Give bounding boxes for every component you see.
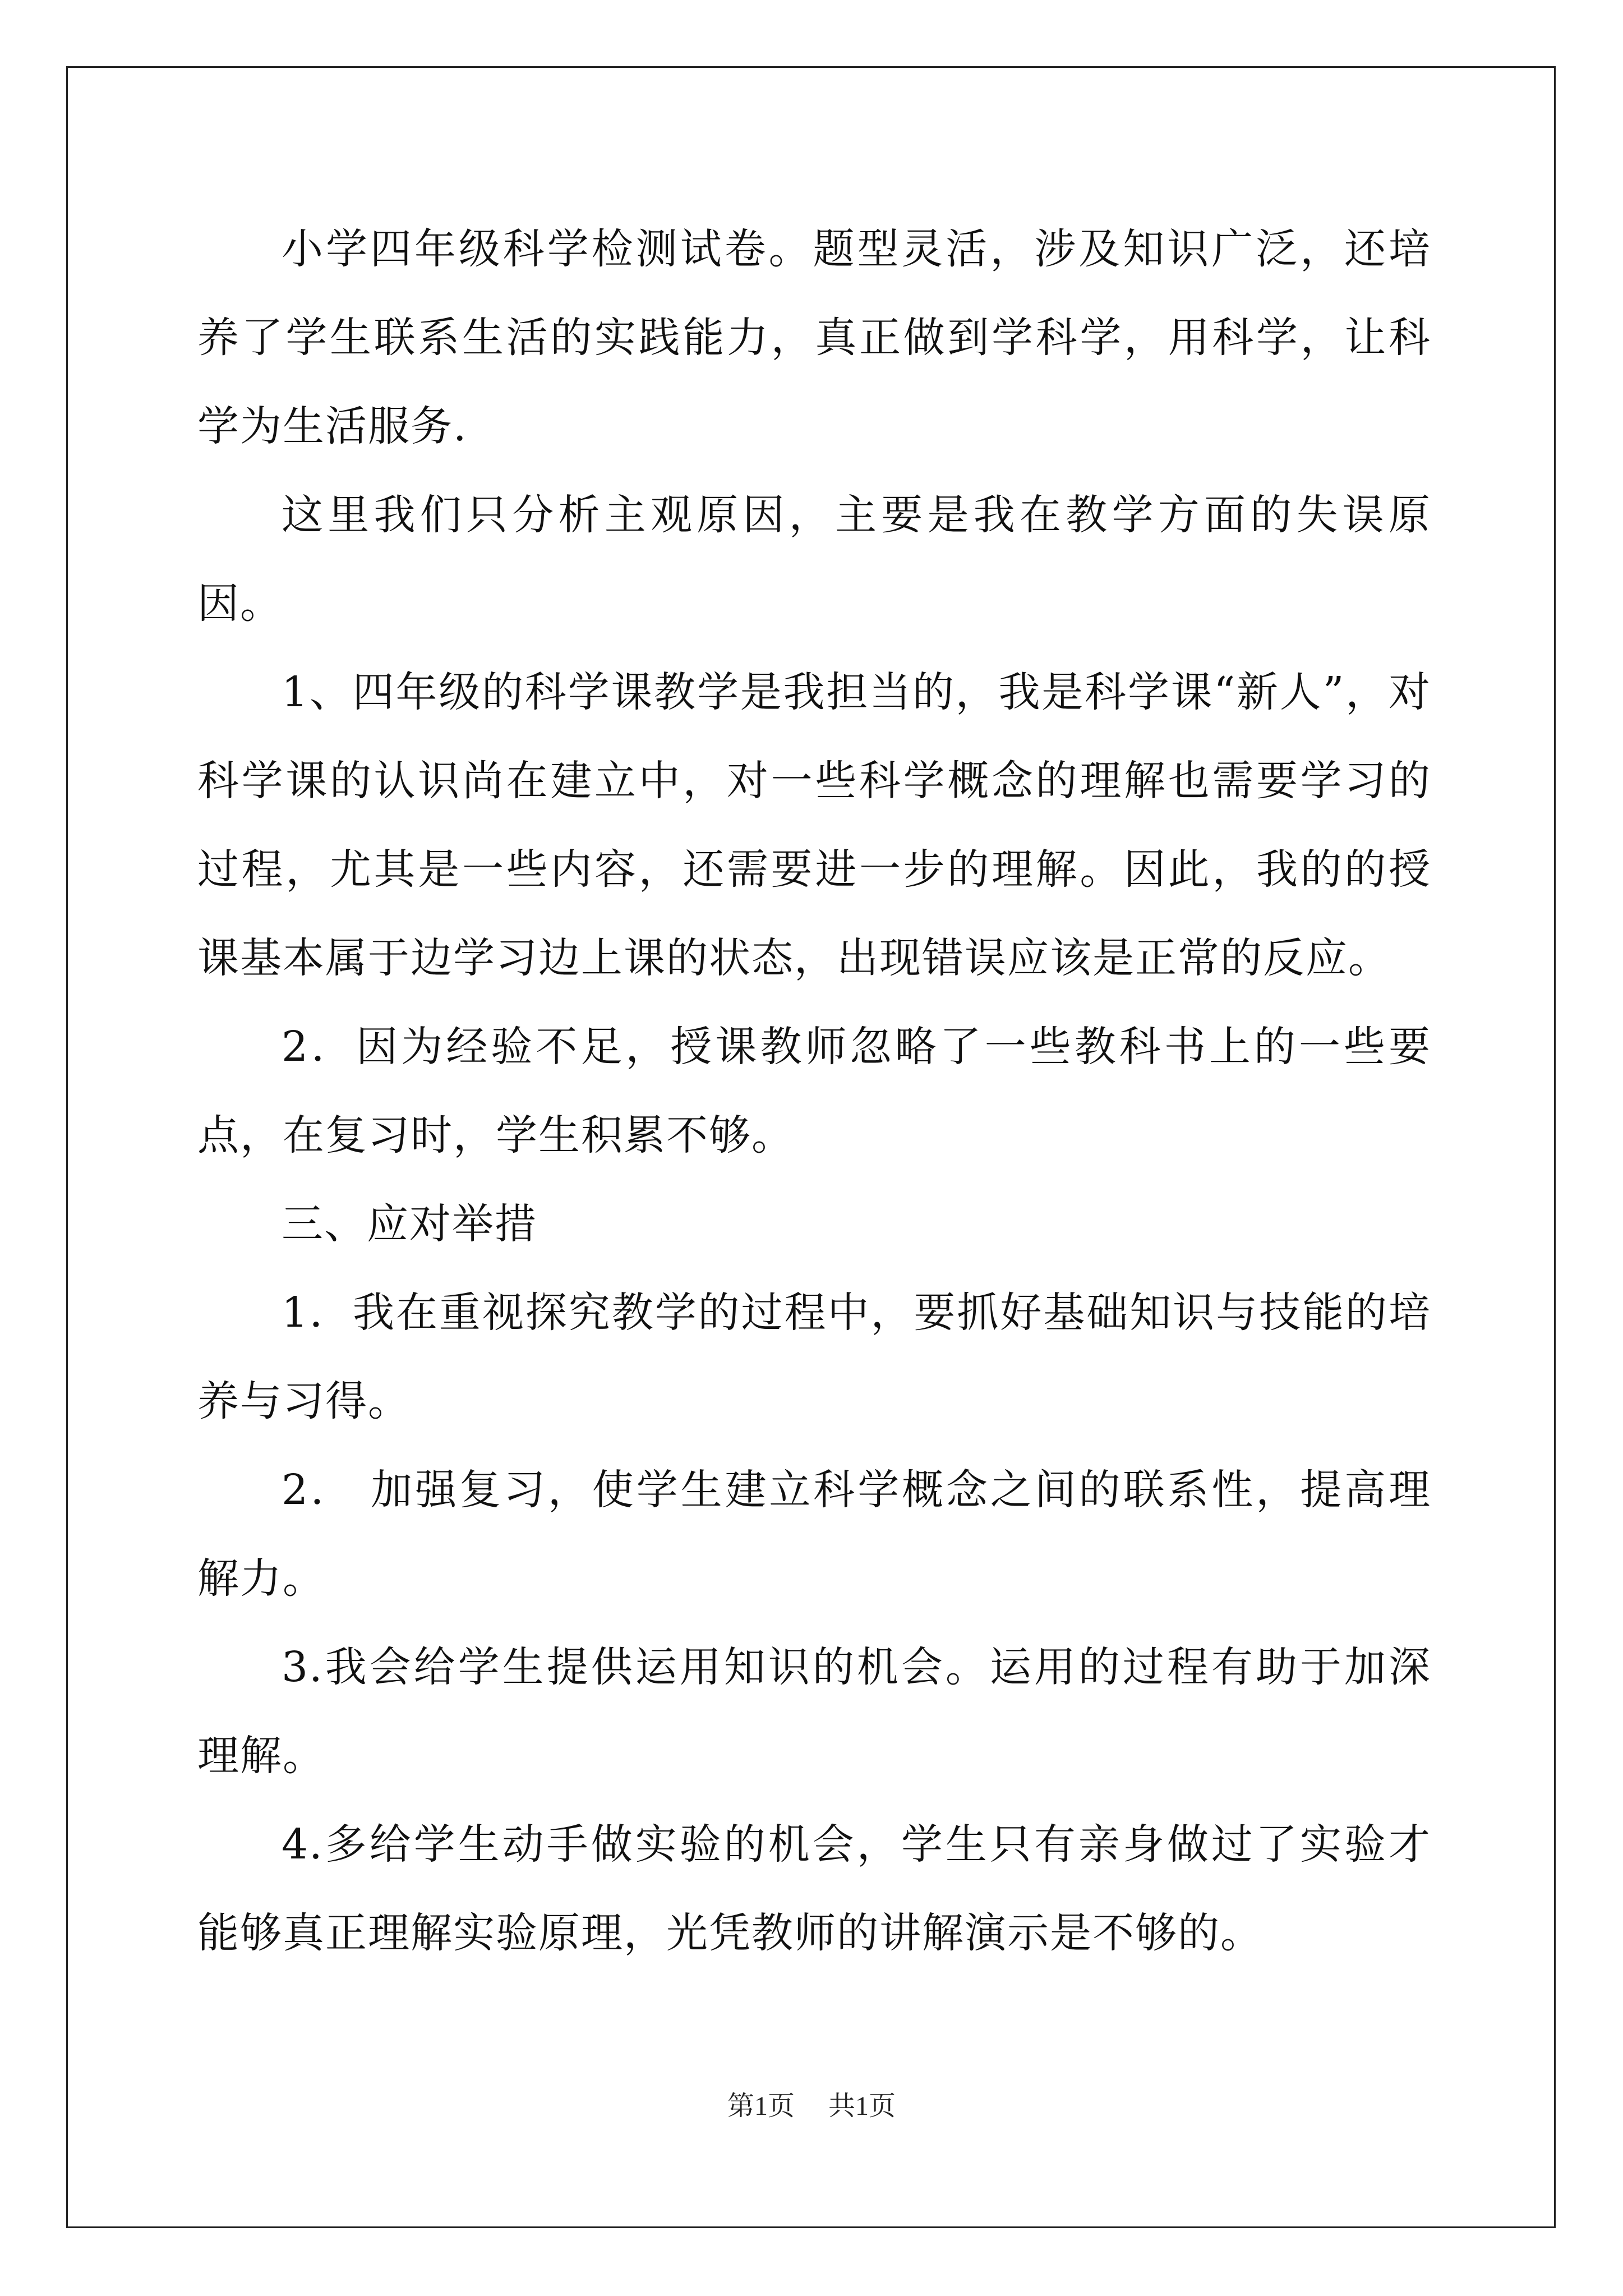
page-number-total: 共1页 (828, 2091, 896, 2121)
paragraph-analysis: 这里我们只分析主观原因，主要是我在教学方面的失误原因。 (197, 491, 1431, 628)
paragraph-measure-3: 3.我会给学生提供运用知识的机会。运用的过程有助于加深理解。 (197, 1643, 1431, 1780)
paragraph-reason-2: 2．因为经验不足，授课教师忽略了一些教科书上的一些要点，在复习时，学生积累不够。 (197, 1023, 1431, 1159)
paragraph-measure-4: 4.多给学生动手做实验的机会，学生只有亲身做过了实验才能够真正理解实验原理，光凭教师的讲解演示是不够的。 (197, 1820, 1431, 1957)
paragraph-measure-2: 2． 加强复习，使学生建立科学概念之间的联系性，提高理解力。 (197, 1466, 1431, 1603)
paragraph-measure-1: 1．我在重视探究教学的过程中，要抓好基础知识与技能的培养与习得。 (197, 1289, 1431, 1425)
section-heading-measures: 三、应对举措 (282, 1200, 537, 1248)
paragraph-intro: 小学四年级科学检测试卷。题型灵活，涉及知识广泛，还培养了学生联系生活的实践能力，真正做到学科学，用科学，让科学为生活服务. (197, 225, 1431, 450)
page-footer (0, 2084, 1623, 2123)
document-body (197, 205, 1431, 1977)
paragraph-reason-1: 1、四年级的科学课教学是我担当的，我是科学课“新人”，对科学课的认识尚在建立中，对一些科学概念的理解也需要学习的过程，尤其是一些内容，还需要进一步的理解。因此，我的的授课基本属于边学习边上课的状态，出现错误应该是正常的反应。 (197, 668, 1431, 982)
page-number-current: 第1页 (727, 2091, 795, 2121)
